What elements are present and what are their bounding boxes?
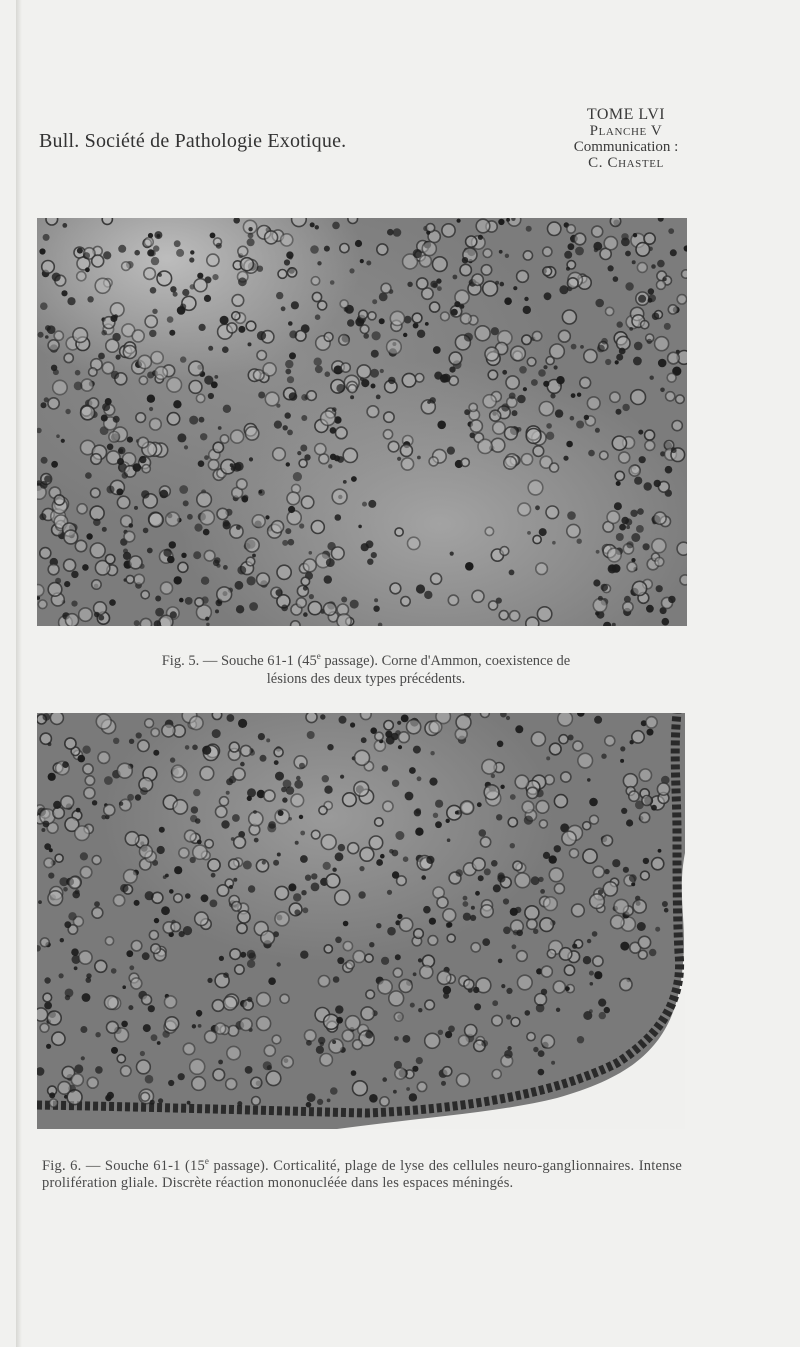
- figure-5-caption: [150, 652, 582, 688]
- page-edge: [16, 0, 22, 1347]
- tome-label: TOME LVI: [586, 106, 666, 123]
- figure-6-caption-lead: Fig. 6. — Souche 61-1 (15: [42, 1158, 205, 1174]
- plate-info: [555, 107, 697, 171]
- figure-5-caption-lead: Fig. 5. — Souche 61-1 (45: [161, 653, 317, 669]
- figure-5-caption-sup: e: [316, 651, 321, 662]
- planche-label: Planche V: [589, 123, 663, 139]
- author-label: C. Chastel: [588, 155, 664, 171]
- figure-6-micrograph: [37, 713, 685, 1129]
- figure-6-caption-sup: e: [204, 1156, 210, 1167]
- figure-6-caption: [42, 1158, 682, 1192]
- figure-5-micrograph: [37, 218, 687, 626]
- communication-label: Communication :: [573, 139, 679, 155]
- journal-title: Bull. Société de Pathologie Exotique.: [39, 130, 347, 152]
- figure-5-caption-rest: passage). Corne d'Ammon, coexistence de lésions des deux types précédents.: [266, 653, 571, 687]
- figure-6-caption-rest: passage). Corticalité, plage de lyse des cellules neuro-ganglionnaires. Intense prolifération gliale. Discrète réaction mononucléée dans les espaces méningés.: [42, 1158, 683, 1191]
